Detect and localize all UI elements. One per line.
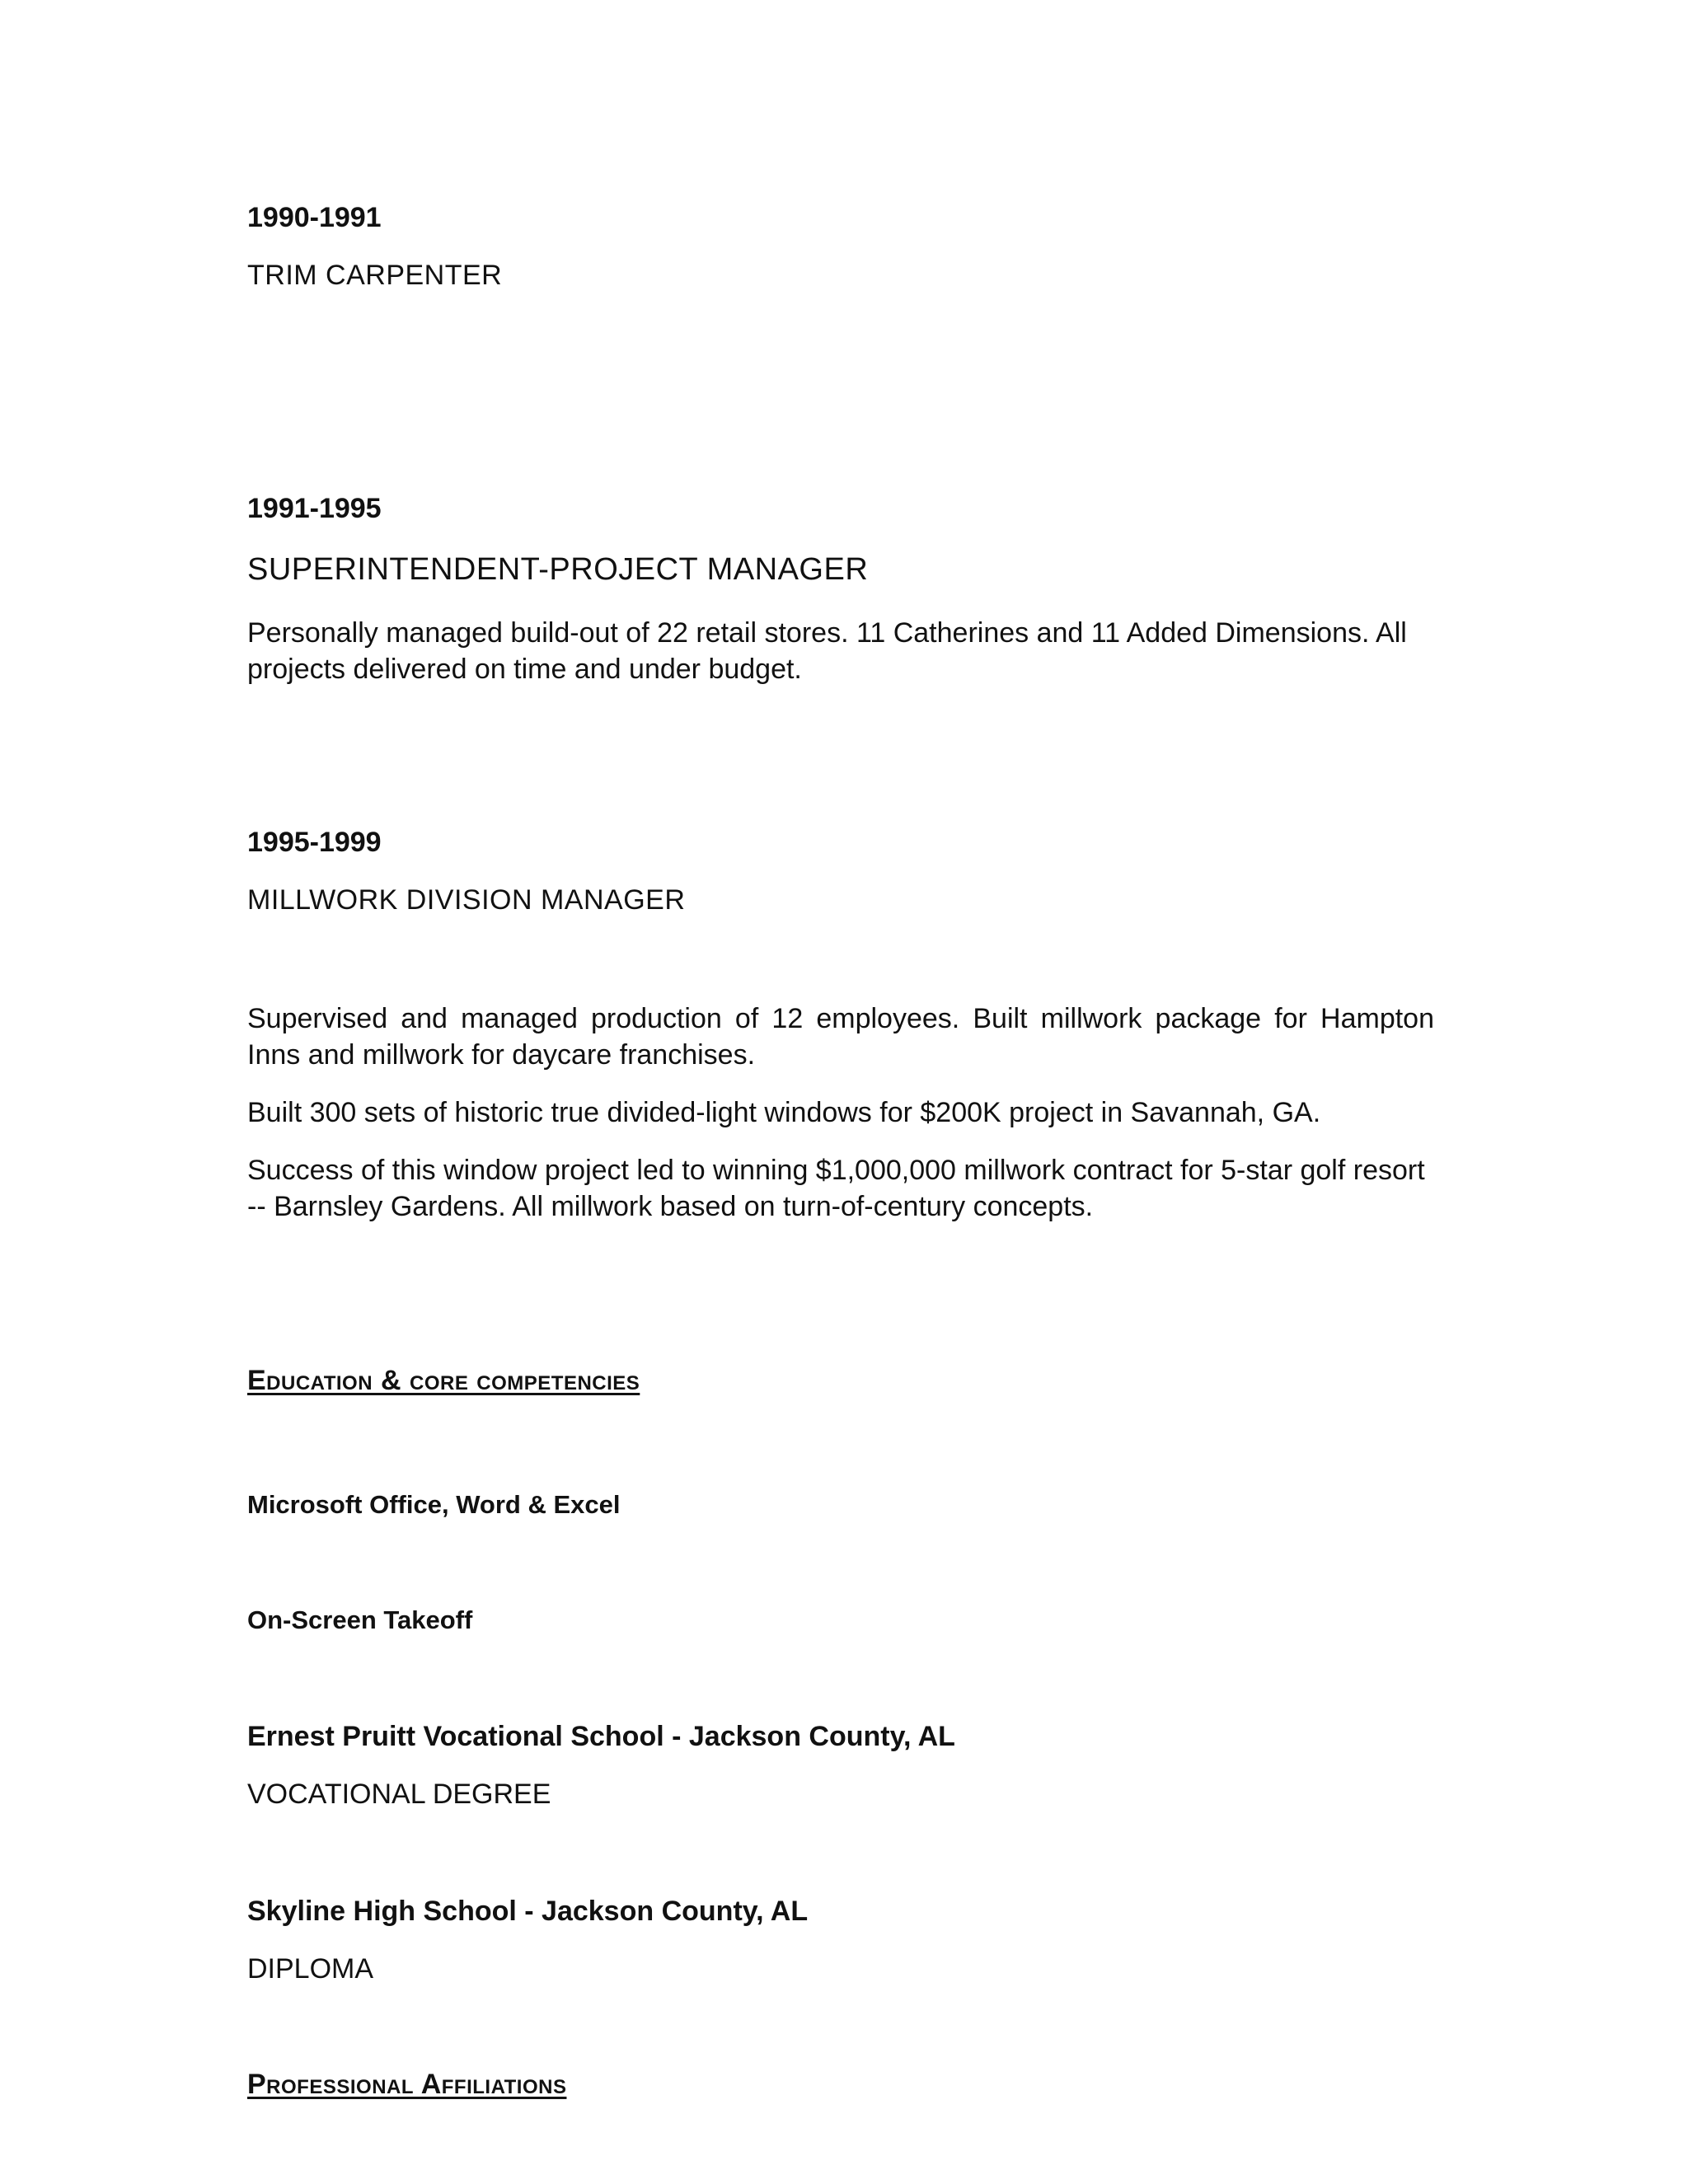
school-skyline-high: Skyline High School - Jackson County, AL [247,1896,809,1927]
job-description-millwork-1: Supervised and managed production of 12 employees. Built millwork package for Hampton Inns and millwork for daycare franchises. [247,1003,1434,1071]
section-heading-affiliations: Professional Affiliations [247,2069,567,2100]
skill-microsoft-office: Microsoft Office, Word & Excel [247,1490,621,1519]
job-years-1995-1999: 1995-1999 [247,827,382,858]
job-years-1990-1991: 1990-1991 [247,202,382,233]
degree-diploma: DIPLOMA [247,1953,374,1985]
job-description-millwork-2: Built 300 sets of historic true divided-light windows for $200K project in Savannah, GA. [247,1097,1321,1128]
skill-on-screen-takeoff: On-Screen Takeoff [247,1605,473,1634]
job-description-millwork-3: Success of this window project led to winning $1,000,000 millwork contract for 5-star golf resort -- Barnsley Gardens. All millwork based on turn-of-century concepts. [247,1155,1425,1222]
degree-vocational: VOCATIONAL DEGREE [247,1779,551,1810]
job-title-millwork-manager: MILLWORK DIVISION MANAGER [247,884,686,916]
school-ernest-pruitt: Ernest Pruitt Vocational School - Jackson County, AL [247,1721,955,1752]
job-description-superintendent: Personally managed build-out of 22 retail stores. 11 Catherines and 11 Added Dimensions. All projects delivered on time and under budget. [247,617,1407,685]
job-title-superintendent: SUPERINTENDENT-PROJECT MANAGER [247,552,869,587]
job-title-trim-carpenter: TRIM CARPENTER [247,260,503,291]
section-heading-education: Education & core competencies [247,1365,640,1396]
job-years-1991-1995: 1991-1995 [247,493,382,524]
